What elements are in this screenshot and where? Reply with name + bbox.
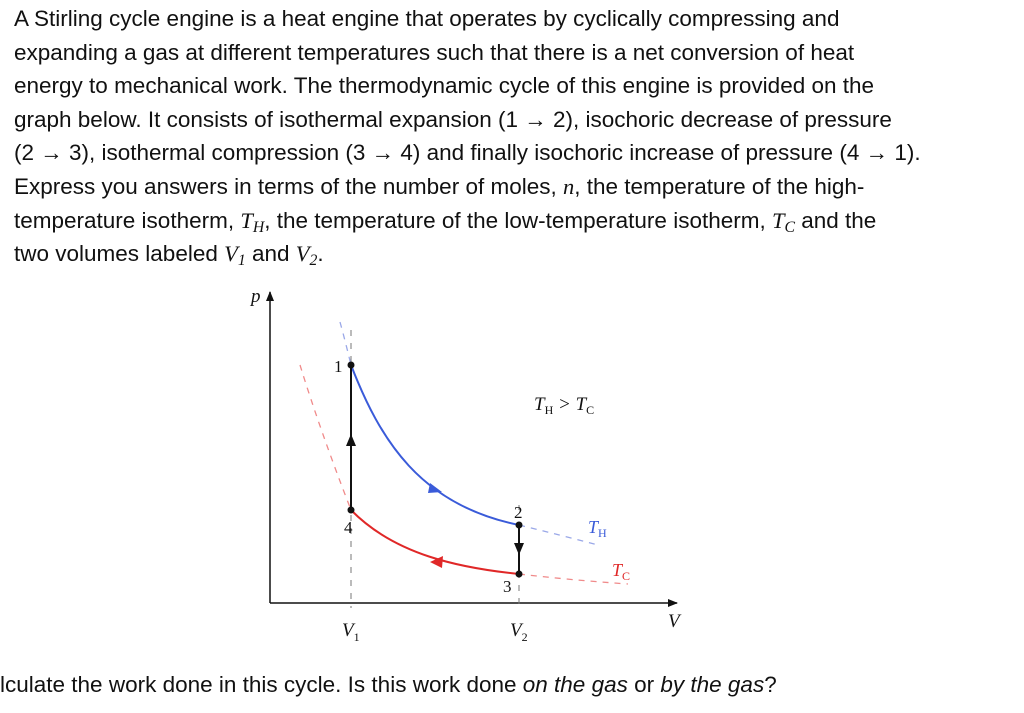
- problem-line-8: two volumes labeled $V_1$ and $V_2$.: [14, 241, 324, 270]
- state-point-2: [516, 522, 523, 529]
- problem-line-7: temperature isotherm, $T_H$, the temperature of the low-temperature isotherm, $T_C$ and the: [14, 207, 877, 236]
- problem-line-3: energy to mechanical work. The thermodynamic cycle of this engine is provided on the: [14, 73, 875, 99]
- hot-isotherm-extension-right: [519, 525, 598, 545]
- state-point-1: [348, 362, 355, 369]
- th-symbol: $T_H$: [240, 207, 265, 236]
- state-point-4: [348, 507, 355, 514]
- question-text: lculate the work done in this cycle. Is this work done on the gas or by the gas?: [0, 672, 777, 697]
- state-label-3: 3: [503, 577, 512, 596]
- cold-isotherm-label: $T_C$: [612, 560, 631, 583]
- v2-tick-label: $V_2$: [510, 620, 528, 644]
- cold-isotherm-extension-left: [300, 365, 351, 510]
- hot-isotherm-label: $T_H$: [588, 517, 607, 540]
- v1-tick-label: $V_1$: [342, 620, 360, 644]
- state-label-2: 2: [514, 503, 523, 522]
- problem-line-5: (2 → 3), isothermal compression (3 → 4) and finally isochoric increase of pressure (4 → 1).: [14, 140, 921, 166]
- p-axis-label: p: [251, 286, 261, 307]
- state-point-3: [516, 571, 523, 578]
- problem-line-1: A Stirling cycle engine is a heat engine that operates by cyclically compressing and: [14, 6, 840, 31]
- isochore-2-3-arrow: [514, 543, 524, 555]
- temperature-condition: $T_H > T_C$: [534, 394, 595, 417]
- v1-symbol: $V_1$: [224, 241, 246, 270]
- moles-symbol: n: [562, 173, 575, 199]
- question-by-gas: by the gas: [660, 672, 765, 697]
- question-on-gas: on the gas: [522, 672, 628, 697]
- problem-line-6: Express you answers in terms of the number of moles, n, the temperature of the high-: [14, 173, 865, 199]
- tc-symbol: $T_C$: [771, 207, 795, 236]
- problem-line-4: graph below. It consists of isothermal expansion (1 → 2), isochoric decrease of pressure: [14, 106, 892, 132]
- v-axis-label: V: [668, 611, 680, 632]
- problem-line-2: expanding a gas at different temperatures such that there is a net conversion of heat: [14, 39, 855, 65]
- v2-symbol: $V_2$: [295, 241, 318, 270]
- state-label-4: 4: [344, 518, 353, 537]
- isochore-4-1-arrow: [346, 434, 356, 446]
- hot-isotherm-arrow: [428, 483, 442, 493]
- state-label-1: 1: [334, 357, 343, 376]
- hot-isotherm-1-2: [351, 365, 519, 525]
